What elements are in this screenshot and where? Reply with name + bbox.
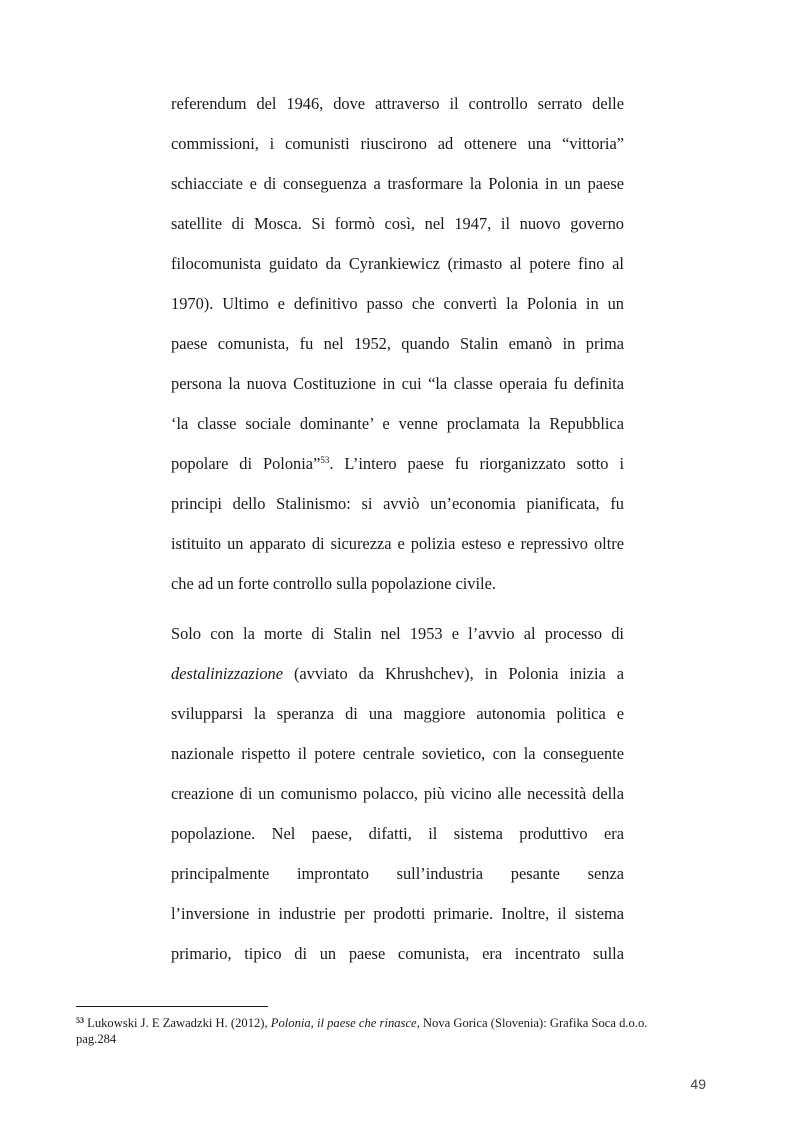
- body-line: ‘la classe sociale dominante’ e venne proclamata la Repubblica: [171, 414, 624, 433]
- body-line: creazione di un comunismo polacco, più vicino alle necessità della: [171, 784, 624, 803]
- footnote-separator: [76, 1006, 268, 1007]
- body-line: satellite di Mosca. Si formò così, nel 1947, il nuovo governo: [171, 214, 624, 233]
- body-line: filocomunista guidato da Cyrankiewicz (rimasto al potere fino al: [171, 254, 624, 273]
- footnote-number: 53: [76, 1016, 84, 1025]
- body-line: l’inversione in industrie per prodotti primarie. Inoltre, il sistema: [171, 904, 624, 923]
- body-line: principi dello Stalinismo: si avviò un’economia pianificata, fu: [171, 494, 624, 513]
- footnote-reference[interactable]: 53: [320, 455, 330, 465]
- body-line: Solo con la morte di Stalin nel 1953 e l’avvio al processo di: [171, 624, 624, 643]
- body-line-text: (avviato da Khrushchev), in Polonia inizia a: [283, 664, 624, 683]
- body-line: schiacciate e di conseguenza a trasformare la Polonia in un paese: [171, 174, 624, 193]
- body-line: primario, tipico di un paese comunista, era incentrato sulla: [171, 944, 624, 963]
- body-line-text: . L’intero paese fu riorganizzato sotto i: [329, 454, 624, 473]
- body-line: popolazione. Nel paese, difatti, il sistema produttivo era: [171, 824, 624, 843]
- body-line: istituito un apparato di sicurezza e polizia esteso e repressivo oltre: [171, 534, 624, 553]
- footnote-text: , Nova Gorica (Slovenia): Grafika Soca d.o.o.: [416, 1016, 648, 1030]
- footnote-line-2: pag.284: [76, 1032, 117, 1046]
- body-line: principalmente improntato sull’industria pesante senza: [171, 864, 624, 883]
- body-line: commissioni, i comunisti riuscirono ad ottenere una “vittoria”: [171, 134, 624, 153]
- body-line: persona la nuova Costituzione in cui “la classe operaia fu definita: [171, 374, 624, 393]
- body-line: nazionale rispetto il potere centrale sovietico, con la conseguente: [171, 744, 624, 763]
- page-number: 49: [690, 1076, 706, 1092]
- italic-term: destalinizzazione: [171, 664, 284, 683]
- body-line: 1970). Ultimo e definitivo passo che convertì la Polonia in un: [171, 294, 624, 313]
- footnote: [76, 1015, 696, 1031]
- body-line-with-footnote-ref: [171, 454, 624, 474]
- footnote-text: Lukowski J. E Zawadzki H. (2012),: [84, 1016, 271, 1030]
- body-line-text: popolare di Polonia”: [171, 454, 321, 473]
- footnote-title: Polonia, il paese che rinasce: [270, 1016, 417, 1030]
- body-line: referendum del 1946, dove attraverso il controllo serrato delle: [171, 94, 624, 113]
- body-line: svilupparsi la speranza di una maggiore autonomia politica e: [171, 704, 624, 723]
- body-line: [171, 664, 624, 684]
- body-line: paese comunista, fu nel 1952, quando Stalin emanò in prima: [171, 334, 624, 353]
- body-line-last: che ad un forte controllo sulla popolazione civile.: [171, 574, 496, 593]
